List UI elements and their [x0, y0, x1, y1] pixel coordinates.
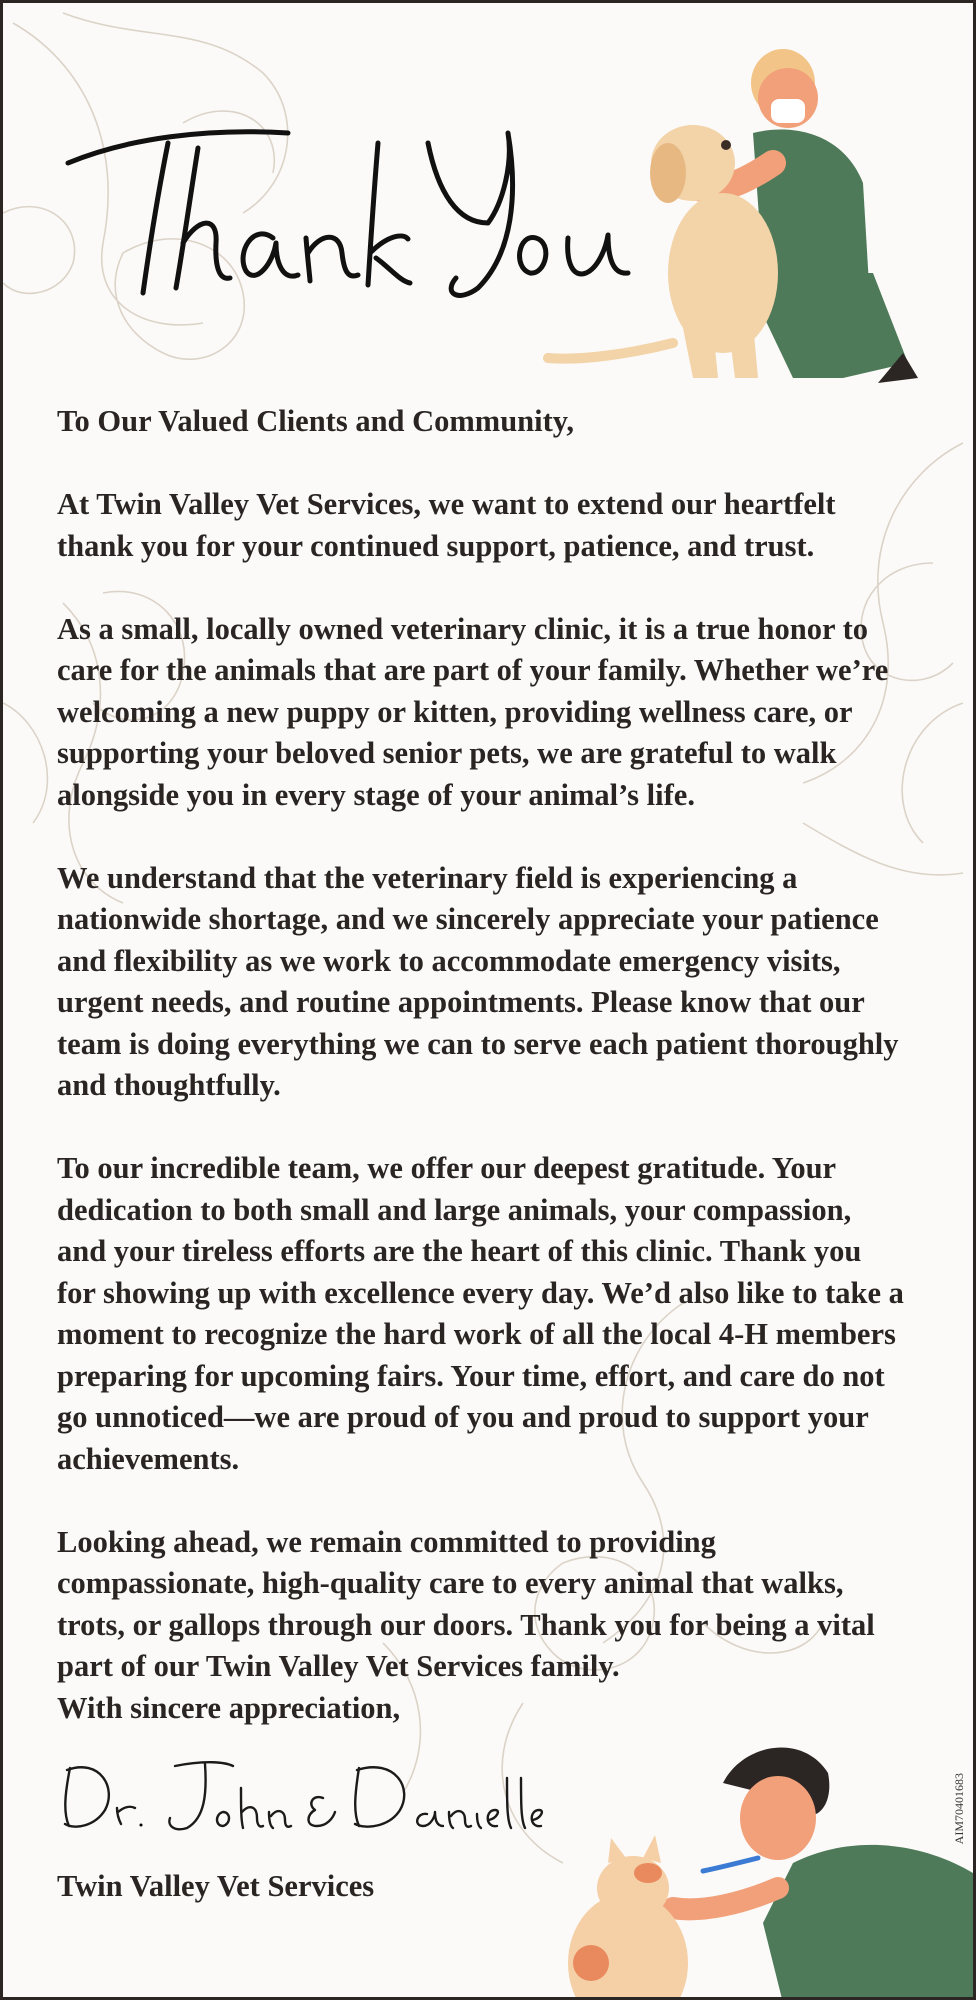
paragraph-4: To our incredible team, we offer our deepest gratitude. Your dedication to both small and large animals, your compassion, and your tireless efforts are the heart of this clinic. Thank you for showing up with excellence every day. We’d also like to take a moment to recognize the hard work of all the local 4-H members preparing for upcoming fairs. Your time, effort, and care do not go unnoticed—we are proud of you and proud to support your achievements. [57, 1151, 904, 1476]
vet-with-dog-illustration [543, 23, 943, 403]
salutation: To Our Valued Clients and Community, [57, 404, 574, 438]
paragraph-5: Looking ahead, we remain committed to providing compassionate, high-quality care to every animal that walks, trots, or gallops through our doors. Thank you for being a vital part of our Twin Valley Vet Services family. [57, 1524, 875, 1683]
vet-with-cat-illustration [523, 1703, 973, 2000]
paragraph-1: At Twin Valley Vet Services, we want to extend our heartfelt thank you for your continued support, patience, and trust. [57, 487, 836, 563]
paragraph-3: We understand that the veterinary field is experiencing a nationwide shortage, and we sincerely appreciate your patience and flexibility as we work to accommodate emergency visits, urgent needs, and routine appointments. Please know that our team is doing everything we can to serve each patient thoroughly and thoughtfully. [57, 860, 899, 1102]
ad-code: AIM70401683 [952, 1773, 966, 1845]
letter-body [57, 401, 957, 1729]
closing: With sincere appreciation, [57, 1690, 401, 1725]
paragraph-2: As a small, locally owned veterinary clinic, it is a true honor to care for the animals that are part of your family. Whether we’re welcoming a new puppy or kitten, providing wellness care, or supporting your beloved senior pets, we are grateful to walk alongside you in every stage of your animal’s life. [57, 611, 889, 812]
handwritten-signature [55, 1748, 555, 1838]
organization-name: Twin Valley Vet Services [57, 1869, 375, 1903]
